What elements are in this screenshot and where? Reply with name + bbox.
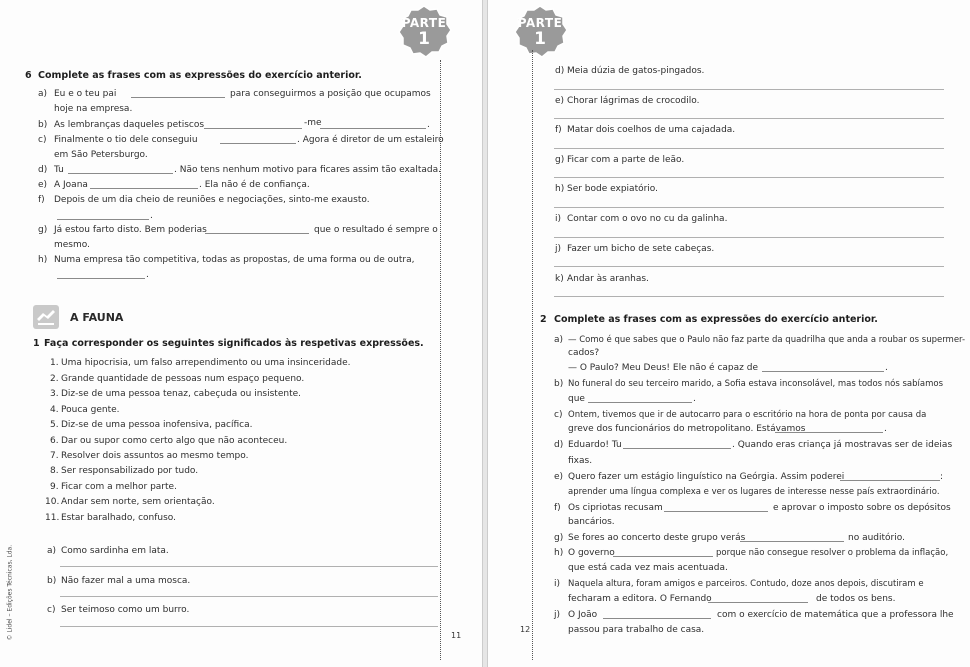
meaning-number: 6. xyxy=(50,436,59,446)
exercise-title: Faça corresponder os seguintes significados às respetivas expressões. xyxy=(44,338,424,349)
sentence-text: — O Paulo? Meu Deus! Ele não é capaz de xyxy=(568,363,758,373)
answer-line[interactable] xyxy=(554,177,944,178)
item-label: g) xyxy=(554,533,564,543)
sentence-text: : xyxy=(940,472,944,482)
expression-text: Meia dúzia de gatos-pingados. xyxy=(567,66,705,76)
answer-blank[interactable] xyxy=(320,128,426,129)
page-number: 12 xyxy=(520,625,531,634)
sentence-text: greve dos funcionários do metropolitano. Estávamos xyxy=(568,424,806,434)
item-label: d) xyxy=(38,165,48,175)
page-number: 11 xyxy=(451,631,462,640)
item-label: b) xyxy=(47,576,57,586)
item-label: h) xyxy=(38,255,48,265)
meaning-number: 11. xyxy=(45,513,60,523)
answer-blank[interactable] xyxy=(204,128,302,129)
item-label: e) xyxy=(38,180,48,190)
section-title: A FAUNA xyxy=(70,311,124,324)
answer-blank[interactable] xyxy=(840,480,940,481)
sentence-text: Depois de um dia cheio de reuniões e negociações, sinto-me exausto. xyxy=(54,195,370,205)
item-label: d) xyxy=(555,66,565,76)
expression-text: Andar às aranhas. xyxy=(567,274,649,284)
sentence-text: e aprovar o imposto sobre os depósitos xyxy=(773,503,951,513)
answer-line[interactable] xyxy=(554,296,944,297)
sentence-text: Eduardo! Tu xyxy=(568,440,622,450)
sentence-text: que está cada vez mais acentuada. xyxy=(568,563,728,573)
copyright-notice xyxy=(3,544,14,648)
sentence-text: hoje na empresa. xyxy=(54,104,133,114)
sentence-text: . xyxy=(146,270,149,280)
sentence-text: . Quando eras criança já mostravas ser de ideias xyxy=(732,440,953,450)
answer-blank[interactable] xyxy=(588,402,692,403)
sentence-text: . xyxy=(884,424,887,434)
item-label: g) xyxy=(555,155,565,165)
sentence-text: mesmo. xyxy=(54,240,90,250)
item-label: j) xyxy=(554,610,561,620)
sentence-text: . xyxy=(150,211,153,221)
margin-dotted-line xyxy=(440,60,441,660)
item-label: d) xyxy=(554,440,564,450)
answer-line[interactable] xyxy=(60,626,438,627)
meaning-text: Ficar com a melhor parte. xyxy=(61,482,177,492)
exercise-number: 6 xyxy=(25,70,32,81)
item-label: f) xyxy=(38,195,45,205)
sentence-text: Eu e o teu pai xyxy=(54,89,117,99)
margin-dotted-line xyxy=(532,50,533,660)
sentence-text: . xyxy=(885,363,888,373)
exercise-number: 2 xyxy=(540,314,547,325)
sentence-text: O João xyxy=(568,610,598,620)
answer-line[interactable] xyxy=(554,237,944,238)
item-label: k) xyxy=(555,274,564,284)
meaning-text: Diz-se de uma pessoa tenaz, cabeçuda ou insistente. xyxy=(61,389,301,399)
sentence-text: Já estou farto disto. Bem poderias xyxy=(54,225,207,235)
item-label: c) xyxy=(38,135,47,145)
item-label: e) xyxy=(555,96,565,106)
sentence-text: . Ela não é de confiança. xyxy=(199,180,310,190)
meaning-text: Estar baralhado, confuso. xyxy=(61,513,177,523)
meaning-text: Dar ou supor como certo algo que não aconteceu. xyxy=(61,436,288,446)
copyright-text: © Lidel – Edições Técnicas, Lda. xyxy=(6,544,14,641)
item-label: i) xyxy=(554,579,561,589)
item-label: b) xyxy=(38,120,48,130)
answer-line[interactable] xyxy=(554,148,944,149)
sentence-text: — Como é que sabes que o Paulo não faz parte da quadrilha que anda a roubar os supermer- xyxy=(568,335,966,345)
sentence-text: As lembranças daqueles petiscos xyxy=(54,120,205,130)
sentence-text: bancários. xyxy=(568,517,615,527)
meaning-number: 9. xyxy=(50,482,59,492)
answer-line[interactable] xyxy=(554,266,944,267)
sentence-text: O governo xyxy=(568,548,615,558)
item-label: j) xyxy=(555,244,562,254)
answer-blank[interactable] xyxy=(603,618,711,619)
answer-line[interactable] xyxy=(554,89,944,90)
item-label: h) xyxy=(554,548,564,558)
meaning-text: Uma hipocrisia, um falso arrependimento ou uma insinceridade. xyxy=(61,358,351,368)
right-page xyxy=(487,0,970,667)
meaning-text: Resolver dois assuntos ao mesmo tempo. xyxy=(61,451,249,461)
item-label: i) xyxy=(555,214,562,224)
meaning-number: 2. xyxy=(50,374,59,384)
sentence-text: . Não tens nenhum motivo para ficares assim tão exaltada. xyxy=(174,165,441,175)
expression-text: Ficar com a parte de leão. xyxy=(567,155,685,165)
exercise-title: Complete as frases com as expressões do exercício anterior. xyxy=(38,70,362,81)
sentence-text: no auditório. xyxy=(848,533,905,543)
meaning-number: 3. xyxy=(50,389,59,399)
answer-blank[interactable] xyxy=(220,143,296,144)
meaning-number: 5. xyxy=(50,420,59,430)
answer-blank[interactable] xyxy=(708,602,808,603)
sentence-text: . xyxy=(427,120,430,130)
sentence-text: Os cipriotas recusam xyxy=(568,503,663,513)
meaning-text: Andar sem norte, sem orientação. xyxy=(61,497,215,507)
answer-blank[interactable] xyxy=(762,371,884,372)
item-label: f) xyxy=(554,503,561,513)
expression-text: Ser teimoso como um burro. xyxy=(61,605,190,615)
answer-blank[interactable] xyxy=(664,511,768,512)
item-label: c) xyxy=(554,410,563,420)
meaning-text: Ser responsabilizado por tudo. xyxy=(61,466,199,476)
sentence-text: Finalmente o tio dele conseguiu xyxy=(54,135,198,145)
sentence-text: A Joana xyxy=(54,180,88,190)
expression-text: Como sardinha em lata. xyxy=(61,546,169,556)
answer-blank[interactable] xyxy=(613,556,713,557)
item-label: a) xyxy=(47,546,57,556)
item-label: g) xyxy=(38,225,48,235)
badge-number: 1 xyxy=(418,29,430,49)
answer-blank[interactable] xyxy=(90,188,198,189)
answer-blank[interactable] xyxy=(623,448,731,449)
sentence-text: Naquela altura, foram amigos e parceiros. Contudo, doze anos depois, discutiram e xyxy=(568,579,924,589)
sentence-text: Ontem, tivemos que ir de autocarro para o escritório na hora de ponta por causa da xyxy=(568,410,927,420)
item-label: c) xyxy=(47,605,56,615)
item-label: h) xyxy=(555,184,565,194)
answer-blank[interactable] xyxy=(775,432,883,433)
animal-icon xyxy=(33,305,59,329)
sentence-text: . xyxy=(693,394,696,404)
answer-blank[interactable] xyxy=(57,219,149,220)
badge-label: PARTE xyxy=(517,16,563,30)
expression-text: Chorar lágrimas de crocodilo. xyxy=(567,96,700,106)
meaning-text: Diz-se de uma pessoa inofensiva, pacífica. xyxy=(61,420,253,430)
item-label: a) xyxy=(554,335,564,345)
answer-line[interactable] xyxy=(554,207,944,208)
item-label: b) xyxy=(554,379,564,389)
meaning-text: Grande quantidade de pessoas num espaço pequeno. xyxy=(61,374,305,384)
sentence-text: fixas. xyxy=(568,456,593,466)
sentence-text: . Agora é diretor de um estaleiro xyxy=(297,135,444,145)
answer-line[interactable] xyxy=(60,596,438,597)
sentence-text: fecharam a editora. O Fernando xyxy=(568,594,712,604)
exercise-number: 1 xyxy=(33,338,40,349)
meaning-number: 1. xyxy=(50,358,59,368)
expression-text: Matar dois coelhos de uma cajadada. xyxy=(567,125,736,135)
item-label: a) xyxy=(38,89,48,99)
meaning-number: 8. xyxy=(50,466,59,476)
expression-text: Não fazer mal a uma mosca. xyxy=(61,576,191,586)
answer-blank[interactable] xyxy=(205,233,309,234)
sentence-text: aprender uma língua complexa e ver os lugares de interesse nesse país extraordinário. xyxy=(568,487,940,497)
item-label: e) xyxy=(554,472,564,482)
answer-blank[interactable] xyxy=(57,278,145,279)
answer-blank[interactable] xyxy=(131,97,225,98)
left-page xyxy=(0,0,483,667)
sentence-text: Se fores ao concerto deste grupo verás xyxy=(568,533,746,543)
meaning-text: Pouca gente. xyxy=(61,405,120,415)
sentence-text: No funeral do seu terceiro marido, a Sofia estava inconsolável, mas todos nós sabíamos xyxy=(568,379,944,389)
sentence-text: -me xyxy=(304,118,322,128)
sentence-text: para conseguirmos a posição que ocupamos xyxy=(230,89,431,99)
sentence-text: Tu xyxy=(54,165,64,175)
answer-line[interactable] xyxy=(554,118,944,119)
answer-blank[interactable] xyxy=(68,173,173,174)
sentence-text: Numa empresa tão competitiva, todas as propostas, de uma forma ou de outra, xyxy=(54,255,415,265)
meaning-number: 10. xyxy=(45,497,60,507)
sentence-text: em São Petersburgo. xyxy=(54,150,148,160)
meaning-number: 7. xyxy=(50,451,59,461)
badge-label: PARTE xyxy=(401,16,447,30)
sentence-text: porque não consegue resolver o problema da inflação, xyxy=(716,548,949,558)
sentence-text: cados? xyxy=(568,348,600,358)
item-label: f) xyxy=(555,125,562,135)
sentence-text: com o exercício de matemática que a professora lhe xyxy=(717,610,954,620)
sentence-text: que o resultado é sempre o xyxy=(314,225,438,235)
sentence-text: Quero fazer um estágio linguístico na Geórgia. Assim poderei xyxy=(568,472,845,482)
parte-badge xyxy=(511,4,569,60)
sentence-text: passou para trabalho de casa. xyxy=(568,625,705,635)
expression-text: Ser bode expiatório. xyxy=(567,184,659,194)
meaning-number: 4. xyxy=(50,405,59,415)
sentence-text: de todos os bens. xyxy=(816,594,896,604)
answer-line[interactable] xyxy=(60,566,438,567)
answer-blank[interactable] xyxy=(740,541,844,542)
parte-badge xyxy=(395,4,453,60)
sentence-text: que xyxy=(568,394,585,404)
expression-text: Fazer um bicho de sete cabeças. xyxy=(567,244,715,254)
exercise-title: Complete as frases com as expressões do exercício anterior. xyxy=(554,314,878,325)
expression-text: Contar com o ovo no cu da galinha. xyxy=(567,214,728,224)
badge-number: 1 xyxy=(534,29,546,49)
